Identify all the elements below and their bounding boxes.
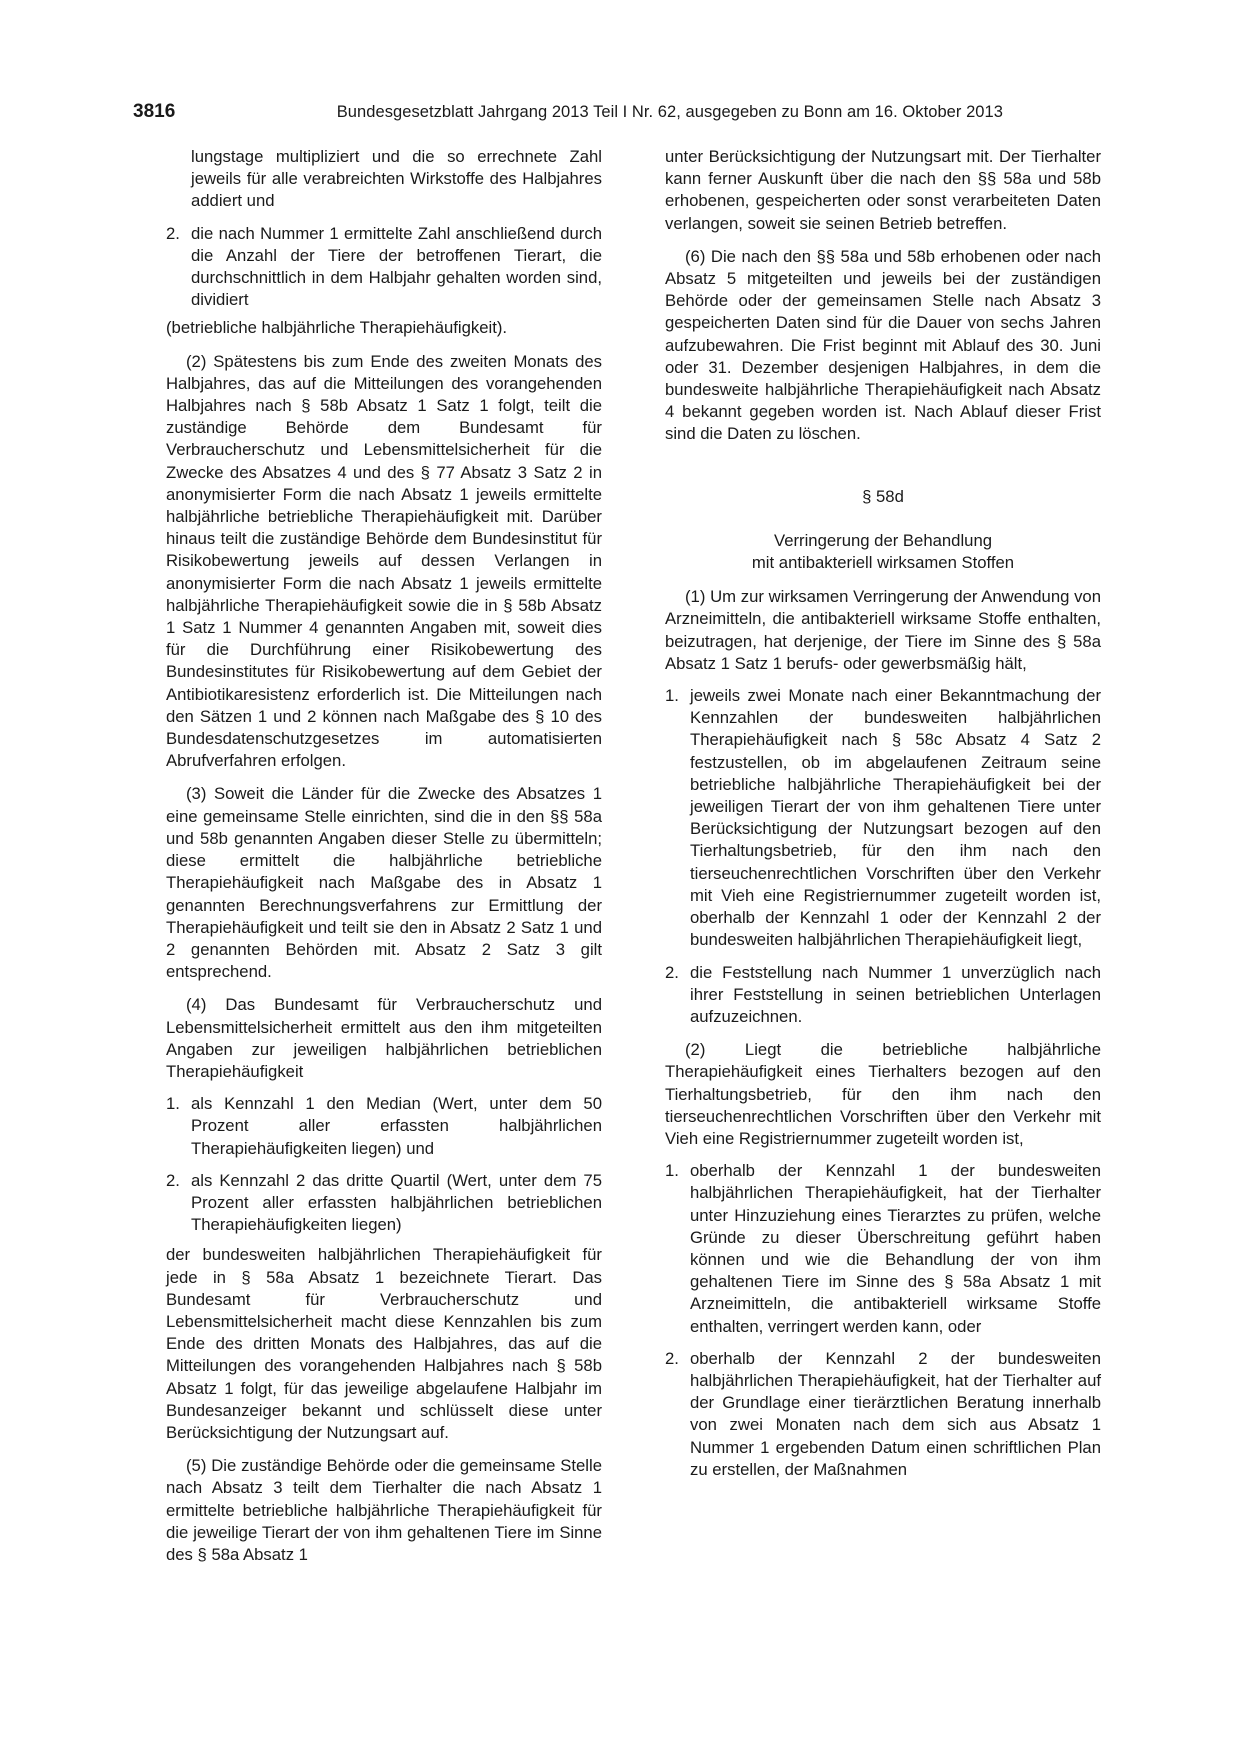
list-item-number: 1. — [166, 1094, 180, 1114]
list-item-number: 1. — [665, 1161, 679, 1181]
section-heading — [665, 530, 1101, 574]
list-item-text: jeweils zwei Monate nach einer Bekanntmachung der Kennzahlen der bundesweiten halbjährlichen Therapiehäufigkeit nach § 58c Absatz 4 Satz 2 festzustellen, ob im abgelaufenen Zeitraum seine betriebliche halbjährliche Therapiehäufigkeit bei der jeweiligen Tierart der von ihm gehaltenen Tiere unter Berücksichtigung der Nutzungsart bezogen auf den Tierhaltungsbetrieb, für den ihm nach den tierseuchenrechtlichen Vorschriften über den Verkehr mit Vieh eine Registriernummer zugeteilt worden ist, oberhalb der Kennzahl 1 oder der Kennzahl 2 der bundesweiten halbjährlichen Therapiehäufigkeit liegt, — [690, 686, 1101, 950]
paragraph-3: (3) Soweit die Länder für die Zwecke des Absatzes 1 eine gemeinsame Stelle einrichten, sind die in den §§ 58a und 58b genannten Angaben dieser Stelle zu übermitteln; diese ermittelt die halbjährliche betriebliche Therapiehäufigkeit nach Maßgabe des in Absatz 1 genannten Berechnungsverfahrens zur Ermittlung der Therapiehäufigkeit und teilt sie den in Absatz 2 Satz 1 und 2 genannten Behörden mit. Absatz 2 Satz 3 gilt entsprechend. — [166, 784, 602, 982]
list-item — [166, 1093, 602, 1160]
paragraph-2: (2) Spätestens bis zum Ende des zweiten Monats des Halbjahres, das auf die Mitteilungen des vorangehenden Halbjahres nach § 58b Absatz 1 Satz 1 folgt, teilt die zuständige Behörde dem Bundesamt für Verbraucherschutz und Lebensmittelsicherheit für die Zwecke des Absatzes 4 und des § 77 Absatz 3 Satz 2 in anonymisierter Form die nach Absatz 1 jeweils ermittelte halbjährliche betriebliche Therapiehäufigkeit mit. Darüber hinaus teilt die zuständige Behörde dem Bundesinstitut für Risikobewertung jeweils auf dessen Verlangen in anonymisierter Form die nach Absatz 1 jeweils ermittelte halbjährliche Therapiehäufigkeit sowie die in § 58b Absatz 1 Satz 1 Nummer 4 genannten Angaben mit, soweit dies für die Durchführung einer Risikobewertung des Bundesinstitutes für Risikobewertung auf dem Gebiet der Antibiotikaresistenz erforderlich ist. Die Mitteilungen nach den Sätzen 1 und 2 können nach Maßgabe des § 10 des Bundesdatenschutzgesetzes im automatisierten Abrufverfahren erfolgen. — [166, 351, 602, 771]
section-heading-line: Verringerung der Behandlung — [773, 530, 993, 550]
list-item — [166, 1170, 602, 1237]
paragraph-5: (5) Die zuständige Behörde oder die gemeinsame Stelle nach Absatz 3 teilt dem Tierhalter die nach Absatz 1 ermittelte betriebliche halbjährliche Therapiehäufigkeit für die jeweilige Tierart der von ihm gehaltenen Tiere im Sinne des § 58a Absatz 1 — [166, 1456, 602, 1564]
paragraph-4: (4) Das Bundesamt für Verbraucherschutz und Lebensmittelsicherheit ermittelt aus den ihm mitgeteilten Angaben zur jeweiligen halbjährlichen betrieblichen Therapiehäufigkeit — [166, 995, 602, 1081]
list-item-text: oberhalb der Kennzahl 1 der bundesweiten halbjährlichen Therapiehäufigkeit, hat der Tierhalter unter Hinzuziehung eines Tierarztes zu prüfen, welche Gründe zu dieser Überschreitung geführt haben können und wie die Behandlung der von ihm gehaltenen Tiere im Sinne des § 58a Absatz 1 mit Arzneimitteln, die antibakteriell wirksame Stoffe enthalten, verringert werden kann, oder — [690, 1161, 1101, 1336]
list-item-number: 2. — [665, 962, 679, 982]
list-item-text: die nach Nummer 1 ermittelte Zahl anschließend durch die Anzahl der Tiere der betroffenen Tierart, die durchschnittlich in dem Halbjahr gehalten worden sind, dividiert — [191, 223, 602, 310]
left-column — [166, 146, 602, 1566]
list-item — [665, 962, 1101, 1029]
list-item-continuation: lungstage multipliziert und die so errechnete Zahl jeweils für alle verabreichten Wirkstoffe des Halbjahres addiert und — [191, 147, 602, 211]
page-number: 3816 — [133, 101, 176, 122]
section-paragraph-2: (2) Liegt die betriebliche halbjährliche Therapiehäufigkeit eines Tierhalters bezogen auf den Tierhaltungsbetrieb, für den ihm nach den tierseuchenrechtlichen Vorschriften über den Verkehr mit Vieh eine Registriernummer zugeteilt worden ist, — [665, 1040, 1101, 1148]
list-item-text: die Feststellung nach Nummer 1 unverzüglich nach ihrer Feststellung in seinen betrieblichen Unterlagen aufzuzeichnen. — [690, 962, 1101, 1026]
list-item — [665, 1160, 1101, 1338]
right-column — [665, 146, 1101, 1481]
list-item — [166, 223, 602, 312]
paragraph-6: (6) Die nach den §§ 58a und 58b erhobenen oder nach Absatz 5 mitgeteilten und jeweils bei der zuständigen Behörde oder der gemeinsamen Stelle nach Absatz 3 gespeicherten Daten sind für die Dauer von sechs Jahren aufzubewahren. Die Frist beginnt mit Ablauf des 30. Juni oder 31. Dezember desjenigen Halbjahres, in dem die bundesweite halbjährliche Therapiehäufigkeit nach Absatz 4 bekannt gegeben worden ist. Nach Ablauf dieser Frist sind die Daten zu löschen. — [665, 246, 1101, 444]
list-item-number: 1. — [665, 686, 679, 706]
section-paragraph-1: (1) Um zur wirksamen Verringerung der Anwendung von Arzneimitteln, die antibakteriell wirksame Stoffe enthalten, beizutragen, hat derjenige, der Tiere im Sinne des § 58a Absatz 1 Satz 1 berufs- oder gewerbsmäßig hält, — [665, 587, 1101, 673]
list-item-text: als Kennzahl 1 den Median (Wert, unter dem 50 Prozent aller erfassten halbjährlichen Therapiehäufigkeiten liegen) und — [191, 1094, 602, 1158]
paragraph-4-closing: der bundesweiten halbjährlichen Therapiehäufigkeit für jede in § 58a Absatz 1 bezeichnete Tierart. Das Bundesamt für Verbraucherschutz und Lebensmittelsicherheit macht diese Kennzahlen bis zum Ende des dritten Monats des Halbjahres, das auf die Mitteilungen des vorangehenden Halbjahres nach § 58b Absatz 1 folgt, für das jeweilige abgelaufene Halbjahr im Bundesanzeiger bekannt und schlüsselt diese unter Berücksichtigung der Nutzungsart auf. — [166, 1245, 602, 1442]
paragraph-5-continuation: unter Berücksichtigung der Nutzungsart mit. Der Tierhalter kann ferner Auskunft über die nach den §§ 58a und 58b erhobenen, gespeicherten oder sonst verarbeiteten Daten verlangen, soweit sie seinen Betrieb betreffen. — [665, 147, 1101, 233]
list-item-text: oberhalb der Kennzahl 2 der bundesweiten halbjährlichen Therapiehäufigkeit, hat der Tierhalter auf der Grundlage einer tierärztlichen Beratung innerhalb von zwei Monaten nach dem sich aus Absatz 1 Nummer 1 ergebenden Datum einen schriftlichen Plan zu erstellen, der Maßnahmen — [690, 1348, 1101, 1479]
list-item-number: 2. — [166, 1170, 180, 1190]
list-item-text: als Kennzahl 2 das dritte Quartil (Wert, unter dem 75 Prozent aller erfassten halbjährlichen betrieblichen Therapiehäufigkeiten liegen) — [191, 1170, 602, 1235]
closing-text: (betriebliche halbjährliche Therapiehäufigkeit). — [166, 318, 508, 338]
page-header — [133, 100, 1003, 130]
running-head: Bundesgesetzblatt Jahrgang 2013 Teil I Nr. 62, ausgegeben zu Bonn am 16. Oktober 2013 — [336, 103, 1003, 121]
section-heading-line: mit antibakteriell wirksamen Stoffen — [751, 553, 1015, 573]
list-item-number: 2. — [166, 223, 180, 243]
list-item-number: 2. — [665, 1348, 679, 1368]
list-item — [665, 1348, 1101, 1481]
list-item — [665, 685, 1101, 951]
section-number: § 58d — [862, 486, 904, 506]
